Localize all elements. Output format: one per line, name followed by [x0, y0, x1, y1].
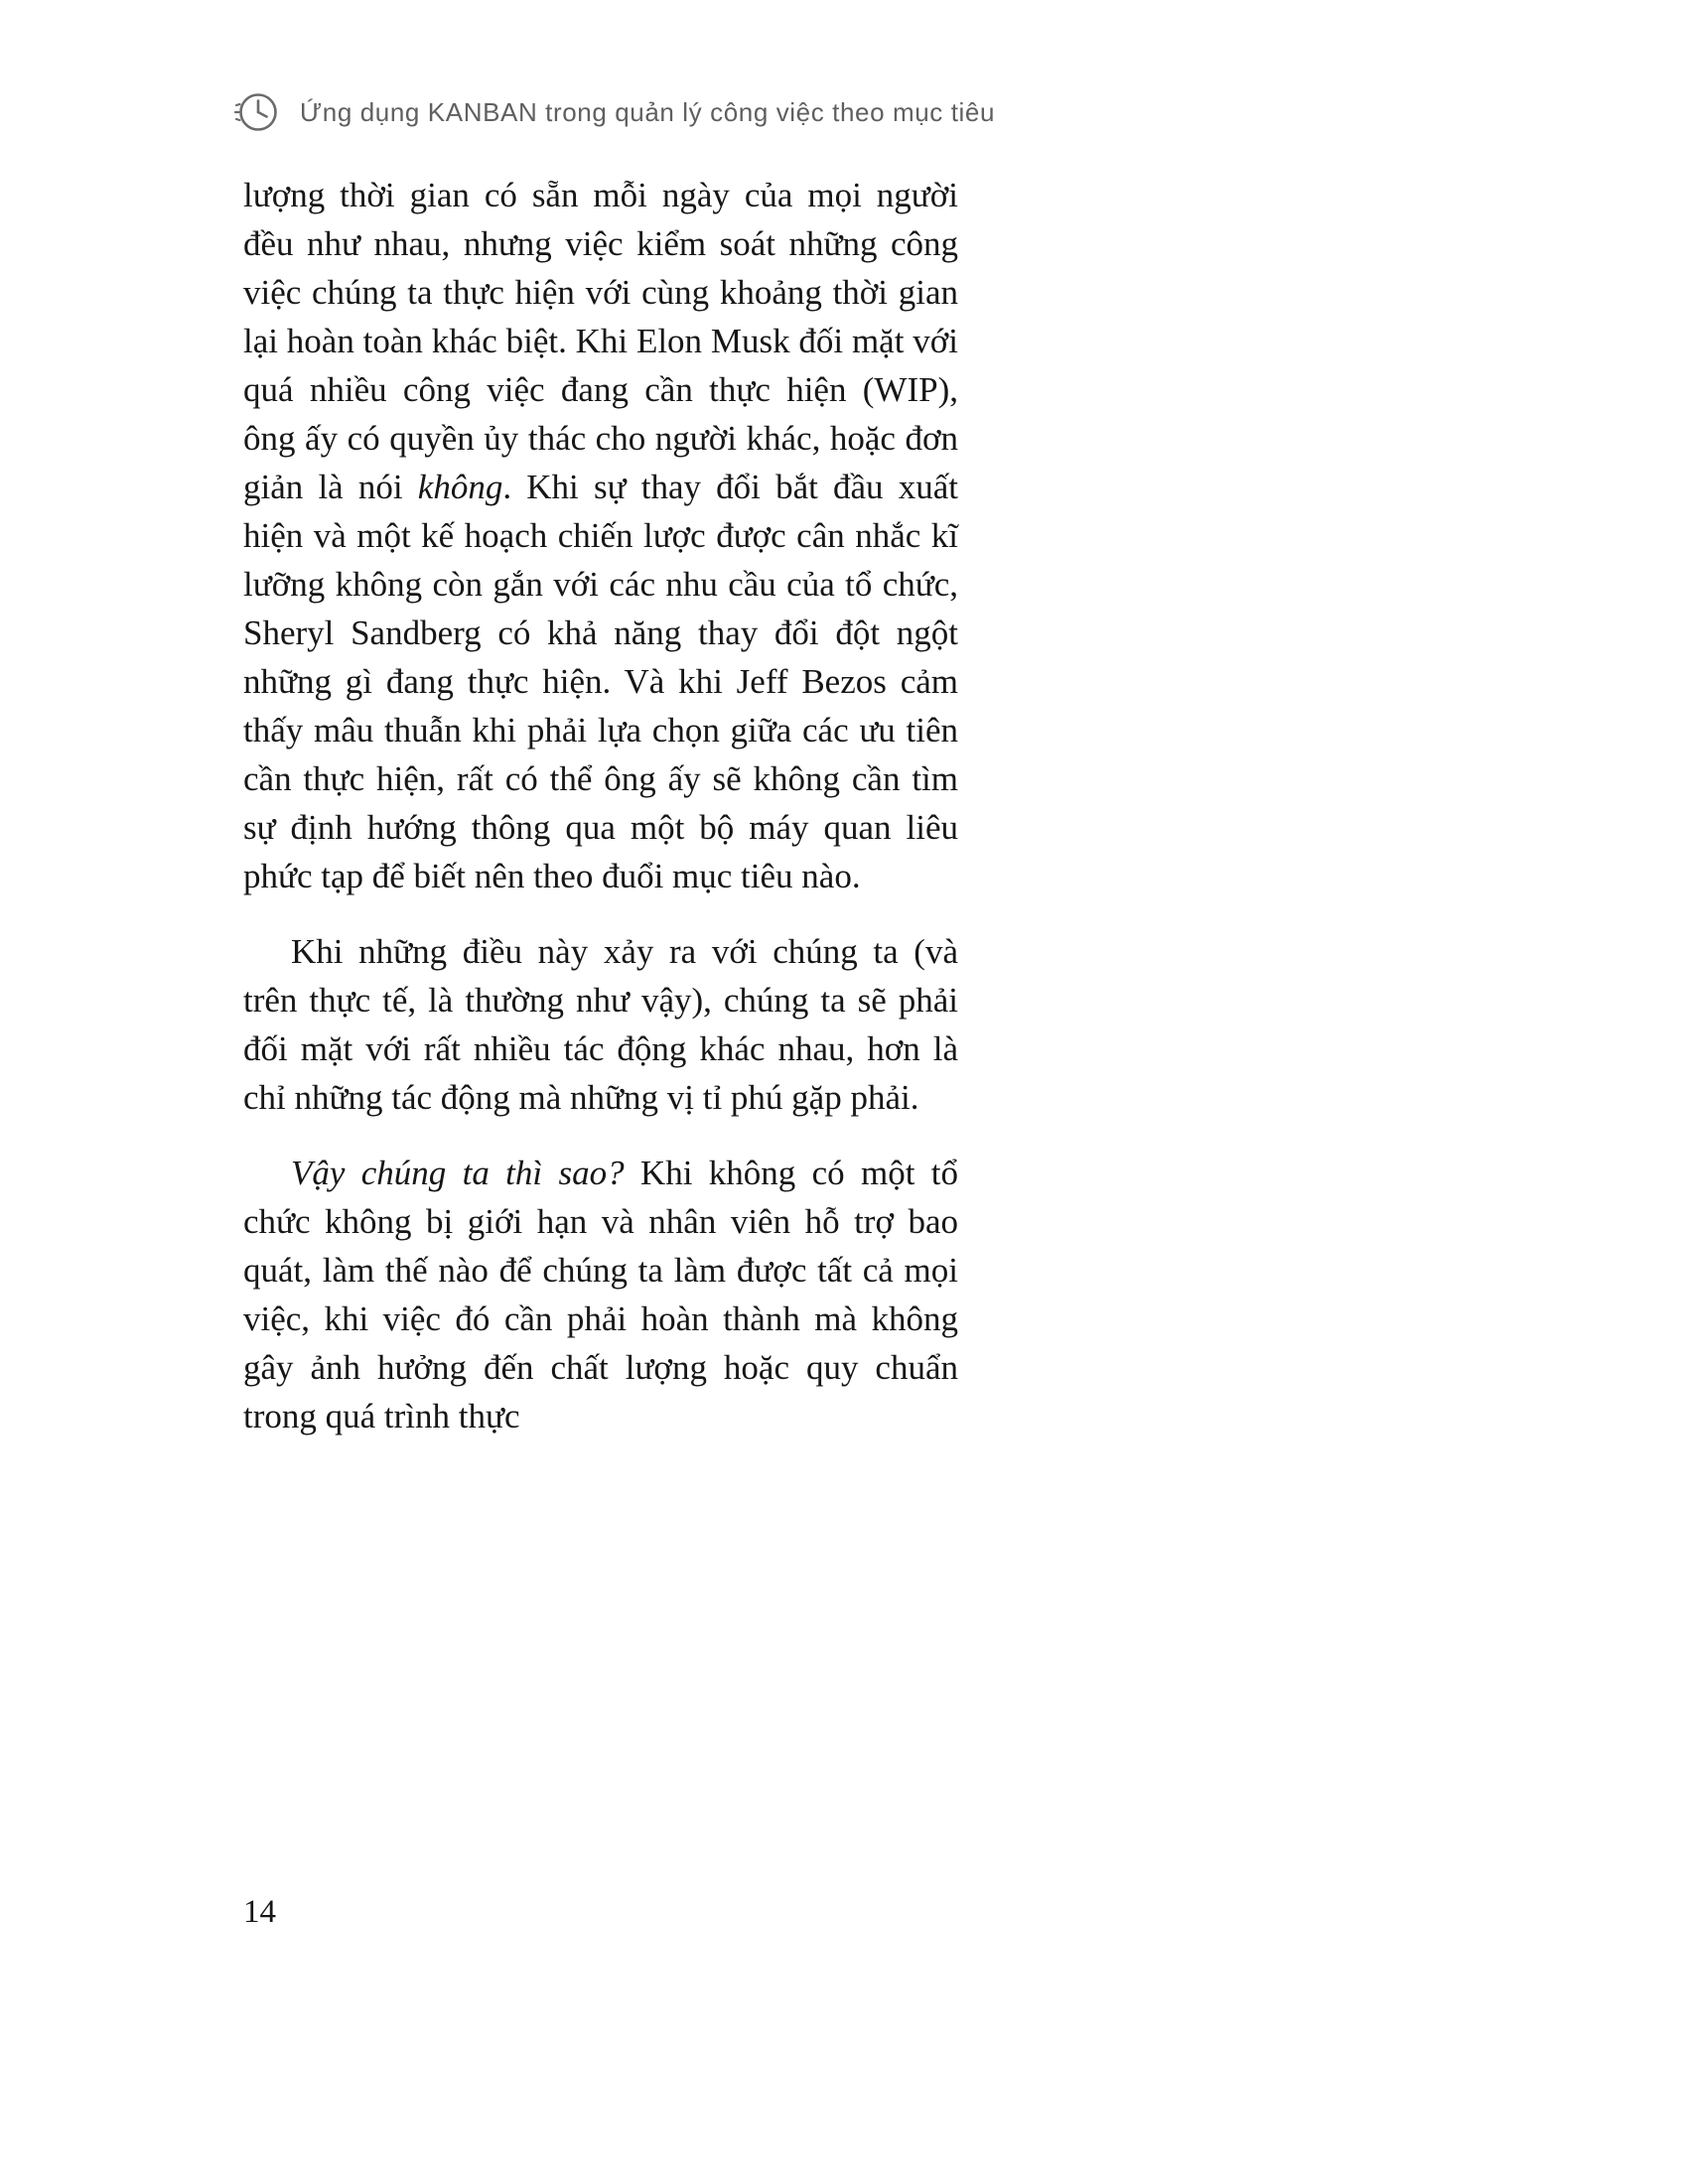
running-header-title: Ứng dụng KANBAN trong quản lý công việc theo mục tiêu: [300, 96, 996, 127]
text-run: Khi những điều này xảy ra với chúng ta (và trên thực tế, là thường như vậy), chúng ta sẽ phải đối mặt với rất nhiều tác động khác nhau, hơn là chỉ những tác động mà những vị tỉ phú gặp phải.: [243, 932, 958, 1117]
page-number: 14: [243, 1894, 276, 1930]
paragraph-3: [243, 1149, 958, 1440]
text-run-italic: không: [417, 468, 503, 506]
body-text: [243, 171, 958, 1440]
running-header: [232, 87, 995, 137]
clock-icon: [232, 87, 282, 137]
text-run-italic: Vậy chúng ta thì sao?: [291, 1154, 625, 1192]
text-run: lượng thời gian có sẵn mỗi ngày của mọi người đều như nhau, nhưng việc kiểm soát những công việc chúng ta thực hiện với cùng khoảng thời gian lại hoàn toàn khác biệt. Khi Elon Musk đối mặt với quá nhiều công việc đang cần thực hiện (WIP), ông ấy có quyền ủy thác cho người khác, hoặc đơn giản là nói: [243, 176, 958, 506]
paragraph-2: [243, 927, 958, 1122]
paragraph-1: [243, 171, 958, 900]
text-run: Khi không có một tổ chức không bị giới hạn và nhân viên hỗ trợ bao quát, làm thế nào để chúng ta làm được tất cả mọi việc, khi việc đó cần phải hoàn thành mà không gây ảnh hưởng đến chất lượng hoặc quy chuẩn trong quá trình thực: [243, 1154, 958, 1435]
text-run: . Khi sự thay đổi bắt đầu xuất hiện và một kế hoạch chiến lược được cân nhắc kĩ lưỡng không còn gắn với các nhu cầu của tổ chức, Sheryl Sandberg có khả năng thay đổi đột ngột những gì đang thực hiện. Và khi Jeff Bezos cảm thấy mâu thuẫn khi phải lựa chọn giữa các ưu tiên cần thực hiện, rất có thể ông ấy sẽ không cần tìm sự định hướng thông qua một bộ máy quan liêu phức tạp để biết nên theo đuổi mục tiêu nào.: [243, 468, 958, 895]
